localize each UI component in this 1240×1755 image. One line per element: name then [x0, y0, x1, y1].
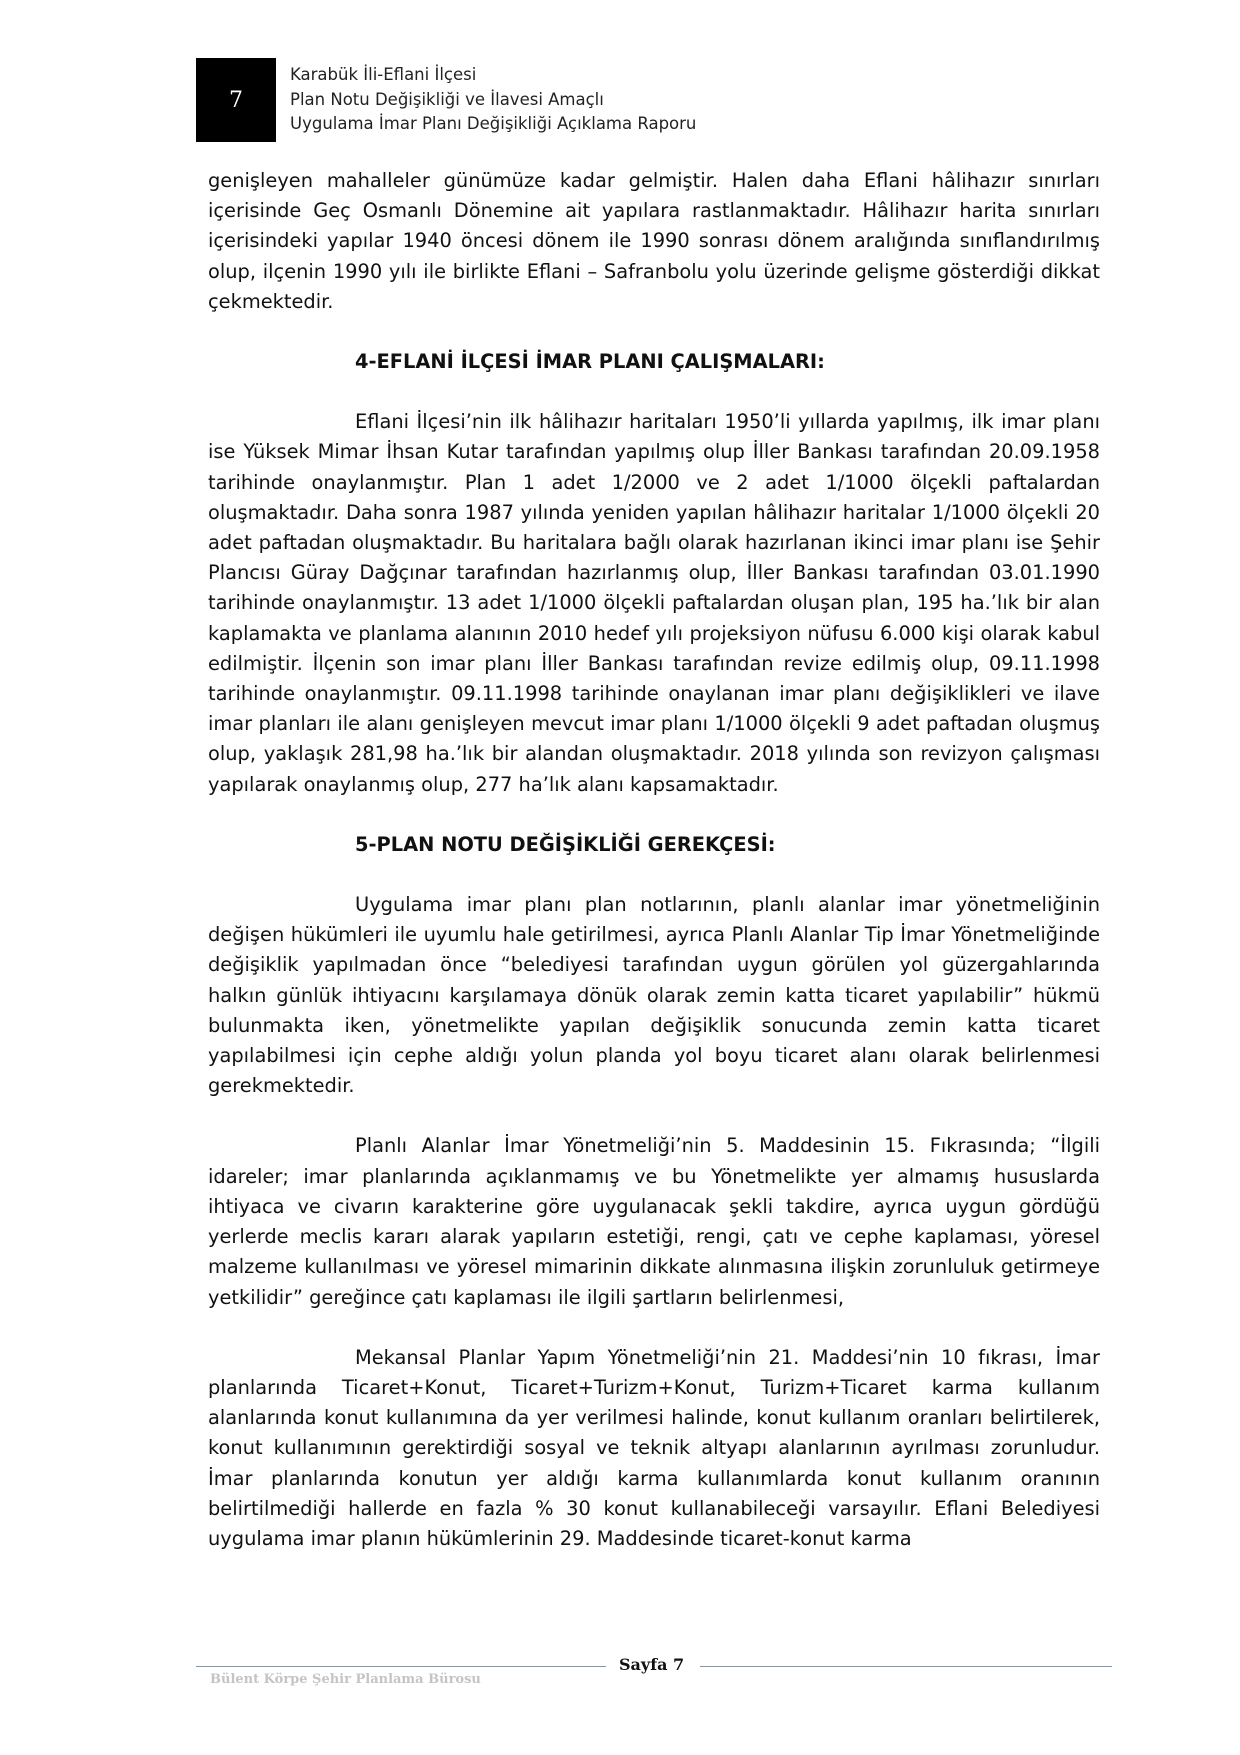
- spacer: [208, 860, 1100, 890]
- document-body: [208, 166, 1100, 1554]
- section-heading-5: 5-PLAN NOTU DEĞİŞİKLİĞİ GEREKÇESİ:: [355, 832, 776, 856]
- footer-rule-left: [196, 1666, 606, 1667]
- header-line-province: Karabük İli-Eflani İlçesi: [290, 65, 477, 84]
- header-page-number: 7: [196, 58, 276, 142]
- header-line-report: Uygulama İmar Planı Değişikliği Açıklama Raporu: [290, 114, 697, 133]
- page-footer: [196, 1652, 1112, 1692]
- spacer: [208, 800, 1100, 830]
- paragraph-section-5b: Planlı Alanlar İmar Yönetmeliği’nin 5. Maddesinin 15. Fıkrasında; “İlgili idareler; imar planlarında açıklanmamış ve bu Yönetmelikte yer almamış hususlarda ihtiyaca ve civarın karakterine göre uygulanacak şekli takdire, ayrıca uygun gördüğü yerlerde meclis kararı alarak yapıların estetiği, rengi, çatı ve cephe kaplaması, yöresel malzeme kullanılması ve yöresel mimarinin dikkate alınmasına ilişkin zorunluluk getirmeye yetkilidir” gereğince çatı kaplaması ile ilgili şartların belirlenmesi,: [208, 1134, 1100, 1309]
- paragraph-section-4: Eflani İlçesi’nin ilk hâlihazır haritaları 1950’li yıllarda yapılmış, ilk imar planı ise Yüksek Mimar İhsan Kutar tarafından yapılmış olup İller Bankası tarafından 20.09.1958 tarihinde onaylanmıştır. Plan 1 adet 1/2000 ve 2 adet 1/1000 ölçekli paftalardan oluşmaktadır. Daha sonra 1987 yılında yeniden yapılan hâlihazır haritalar 1/1000 ölçekli 20 adet paftadan oluşmaktadır. Bu haritalara bağlı olarak hazırlanan ikinci imar planı ise Şehir Plancısı Güray Dağçınar tarafından hazırlanmış olup, İller Bankası tarafından 03.01.1990 tarihinde onaylanmıştır. 13 adet 1/1000 ölçekli paftalardan oluşan plan, 195 ha.’lık bir alan kaplamakta ve planlama alanının 2010 hedef yılı projeksiyon nüfusu 6.000 kişi olarak kabul edilmiştir. İlçenin son imar planı İller Bankası tarafından revize edilmiş olup, 09.11.1998 tarihinde onaylanmıştır. 09.11.1998 tarihinde onaylanan imar planı değişiklikleri ve ilave imar planları ile alanı genişleyen mevcut imar planı 1/1000 ölçekli 9 adet paftadan oluşmuş olup, yaklaşık 281,98 ha.’lık bir alandan oluşmaktadır. 2018 yılında son revizyon çalışması yapılarak onaylanmış olup, 277 ha’lık alanı kapsamaktadır.: [208, 410, 1100, 796]
- spacer: [208, 1101, 1100, 1131]
- spacer: [208, 317, 1100, 347]
- footer-page-label: Sayfa 7: [619, 1655, 685, 1674]
- paragraph-continuation: genişleyen mahalleler günümüze kadar gelmiştir. Halen daha Eflani hâlihazır sınırları içerisinde Geç Osmanlı Dönemine ait yapılara rastlanmaktadır. Hâlihazır harita sınırları içerisindeki yapılar 1940 öncesi dönem ile 1990 sonrası dönem aralığında sınıflandırılmış olup, ilçenin 1990 yılı ile birlikte Eflani – Safranbolu yolu üzerinde gelişme gösterdiği dikkat çekmektedir.: [208, 169, 1100, 313]
- header-title-block: [290, 63, 890, 137]
- spacer: [208, 1313, 1100, 1343]
- footer-office-name: Bülent Körpe Şehir Planlama Bürosu: [210, 1672, 481, 1687]
- footer-rule-right: [700, 1666, 1112, 1667]
- paragraph-section-5a: Uygulama imar planı plan notlarının, planlı alanlar imar yönetmeliğinin değişen hükümleri ile uyumlu hale getirilmesi, ayrıca Planlı Alanlar Tip İmar Yönetmeliğinde değişiklik yapılmadan önce “belediyesi tarafından uygun görülen yol güzergahlarında halkın günlük ihtiyacını karşılamaya dönük olarak zemin katta ticaret yapılabilir” hükmü bulunmakta iken, yönetmelikte yapılan değişiklik sonucunda zemin katta ticaret yapılabilmesi için cephe aldığı yolun planda yol boyu ticaret alanı olarak belirlenmesi gerekmektedir.: [208, 893, 1100, 1098]
- spacer: [208, 377, 1100, 407]
- section-heading-4: 4-EFLANİ İLÇESİ İMAR PLANI ÇALIŞMALARI:: [355, 350, 825, 374]
- header-line-plan-note: Plan Notu Değişikliği ve İlavesi Amaçlı: [290, 89, 604, 109]
- paragraph-section-5c: Mekansal Planlar Yapım Yönetmeliği’nin 21. Maddesi’nin 10 fıkrası, İmar planlarında Ticaret+Konut, Ticaret+Turizm+Konut, Turizm+Ticaret karma kullanım alanlarında konut kullanımına da yer verilmesi halinde, konut kullanım oranları belirtilerek, konut kullanımının gerektirdiği sosyal ve teknik altyapı alanlarının ayrılması zorunludur. İmar planlarında konutun yer aldığı karma kullanımlarda konut kullanım oranının belirtilmediği hallerde en fazla % 30 konut kullanabileceği varsayılır. Eflani Belediyesi uygulama imar planın hükümlerinin 29. Maddesinde ticaret-konut karma: [208, 1345, 1100, 1550]
